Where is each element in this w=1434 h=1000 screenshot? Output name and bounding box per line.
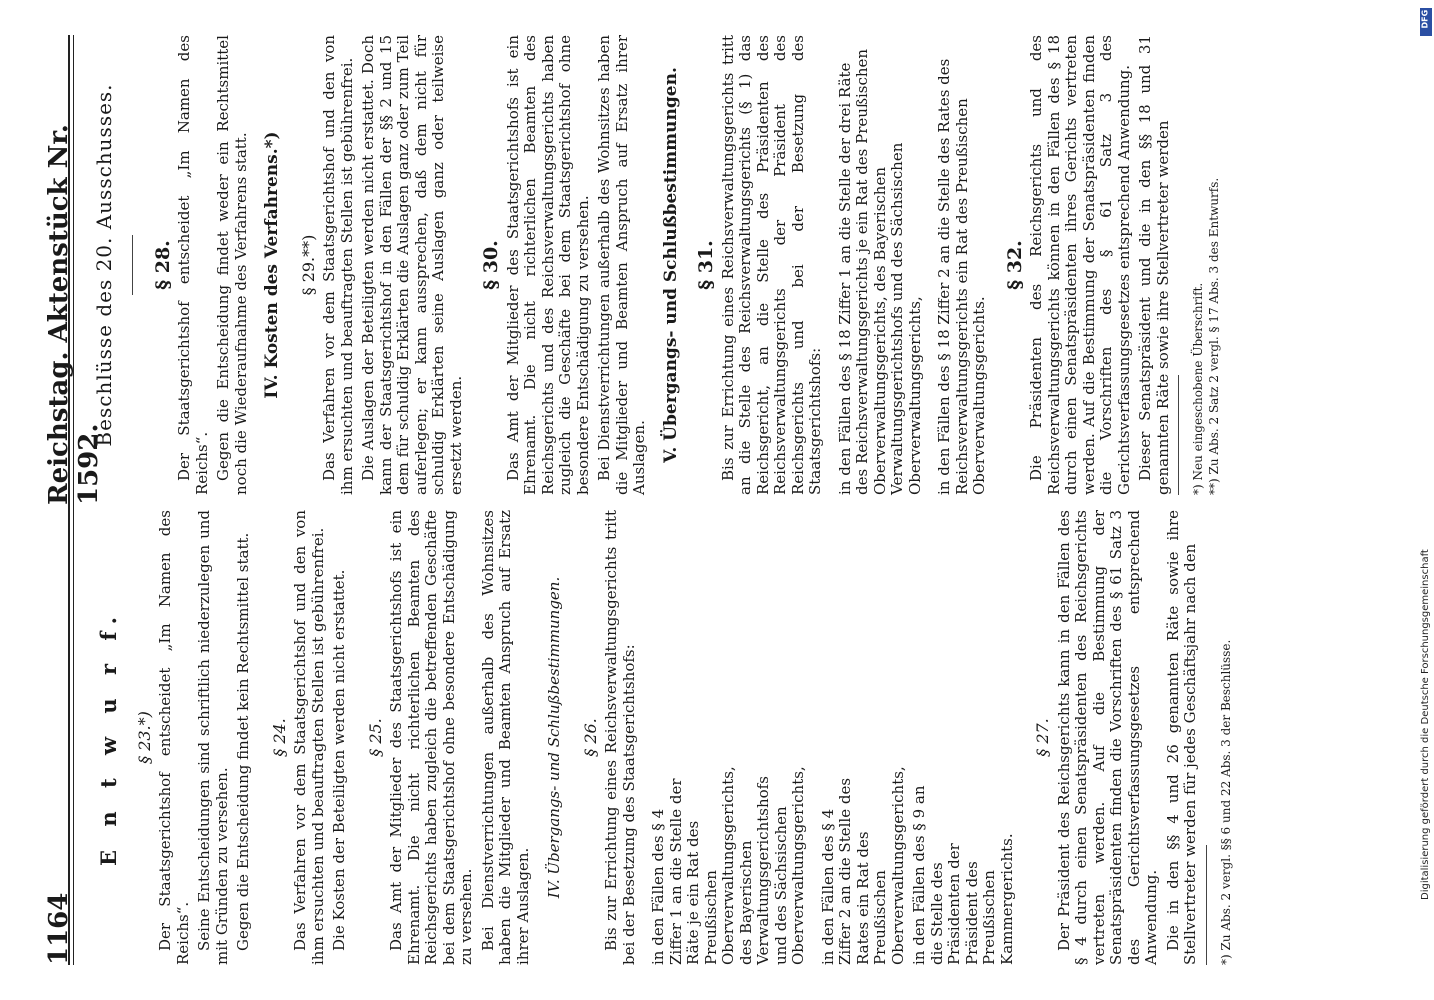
section-heading-30: § 30. <box>480 240 502 290</box>
section-heading-27: § 27. <box>1033 718 1052 757</box>
list-item: in den Fällen des § 18 Ziffer 2 an die Stelle des Rates des Reichsverwaltungsgerichts ein Rat des Preußischen Oberverwaltungsgerichts. <box>935 58 988 495</box>
digitization-sidebar <box>1418 0 1434 1000</box>
footnotes <box>1191 35 1221 495</box>
paragraph: Das Verfahren vor dem Staatsgerichtshof und den von ihm ersuchten und beauftragten Stellen ist gebührenfrei. <box>320 35 356 495</box>
list-item: in den Fällen des § 18 Ziffer 1 an die Stelle der drei Räte des Reichsverwaltungsgerichts je ein Rat des Preußischen Oberverwaltungsgerichts, des Bayerischen Verwaltungsgerichtshofs und des Sächsischen Oberverwaltungsgerichts, <box>835 48 924 495</box>
footnote-rule <box>1206 845 1207 965</box>
column-title-beschluesse: Beschlüsse des 20. Ausschusses. <box>92 83 116 447</box>
paragraph: Gegen die Entscheidung findet weder ein Rechtsmittel noch die Wiederaufnahme des Verfahrens statt. <box>214 35 250 495</box>
divider <box>132 235 133 295</box>
paragraph: Das Verfahren vor dem Staatsgerichtshof und den von ihm ersuchten und beauftragten Stellen ist gebührenfrei. <box>291 510 327 965</box>
page-header-title: Reichstag. Aktenstück Nr. 1592. <box>44 124 104 505</box>
paragraph: Der Präsident des Reichsgerichts kann in den Fällen des § 4 durch einen Senatspräsidenten des Reichsgerichts vertreten werden. Auf die Bestimmung der Senatspräsidenten finden die Vorschriften des § 61 Satz 3 des Gerichtsverfassungsgesetzes entsprechend Anwendung. <box>1054 510 1160 965</box>
section-heading-28: § 28. <box>151 240 174 290</box>
section-heading-32: § 32. <box>1003 240 1026 290</box>
column-entwurf <box>82 510 1235 965</box>
paragraph: Die Auslagen der Beteiligten werden nicht erstattet. Doch kann der Staatsgerichtshof in den Fällen der §§ 2 und 15 dem für schuldig Erklärten die Auslagen ganz oder zum Teil auferlegen; er kann aussprechen, daß dem nicht für schuldig Erklärten seine Auslagen ganz oder teilweise ersetzt werden. <box>359 35 465 495</box>
chapter-heading: IV. Übergangs- und Schlußbestimmungen. <box>545 576 563 899</box>
chapter-heading: IV. Kosten des Verfahrens.*) <box>262 131 282 399</box>
section-heading-25: § 25. <box>365 718 385 757</box>
paragraph: Bis zur Errichtung eines Reichsverwaltungsgerichts tritt an die Stelle des Reichsverwaltungsgerichts (§ 1) das Reichsgericht, an die Stelle des Präsidenten des Reichsverwaltungsgerichts der Präsident des Reichsgerichts und bei der Besetzung des Staatsgerichtshofs: <box>718 35 824 495</box>
paragraph: Gegen die Entscheidung findet kein Rechtsmittel statt. <box>234 532 252 951</box>
paragraph: Bei Dienstverrichtungen außerhalb des Wohnsitzes haben die Mitglieder und Beamten Anspruch auf Ersatz ihrer Auslagen. <box>478 510 532 965</box>
chapter-heading: V. Übergangs- und Schlußbestimmungen. <box>660 67 681 463</box>
footnote-rule <box>1178 375 1179 495</box>
paragraph: Die Kosten der Beteiligten werden nicht erstattet. <box>330 569 348 951</box>
paragraph: Bis zur Errichtung eines Reichsverwaltungsgerichts tritt bei der Besetzung des Staatsgerichtshofs: <box>602 510 638 965</box>
footnote: *) Neu eingeschobene Überschrift. <box>1191 282 1205 495</box>
paragraph: Der Staatsgerichtshof entscheidet „Im Namen des Reichs“. <box>175 35 211 495</box>
list-item: in den Fällen des § 4 Ziffer 2 an die Stelle des Rates ein Rat des Preußischen Oberverwaltungsgerichts, <box>818 766 907 965</box>
section-heading-26: § 26. <box>580 718 600 757</box>
dfg-logo: DFG <box>1420 8 1432 36</box>
list-item: in den Fällen des § 4 Ziffer 1 an die Stelle der Räte je ein Rat des Preußischen Oberverwaltungsgerichts, des Bayerischen Verwaltungsgerichtshofs und des Sächsischen Oberverwaltungsgerichts, <box>649 766 807 965</box>
column-title-entwurf: E n t w u r f. <box>96 609 121 866</box>
section-heading-23: § 23.*) <box>134 711 154 764</box>
list-item: in den Fällen des § 9 an die Stelle des Präsidenten der Präsident des Preußischen Kammergerichts. <box>910 785 1016 965</box>
digitization-credit: Digitalisierung gefördert durch die Deutsche Forschungsgemeinschaft <box>1420 549 1431 900</box>
column-beschluesse <box>82 35 1223 495</box>
paragraph: Bei Dienstverrichtungen außerhalb des Wohnsitzes haben die Mitglieder und Beamten Anspruch auf Ersatz ihrer Auslagen. <box>595 35 648 495</box>
footnotes <box>1219 510 1233 965</box>
paragraph: Die Präsidenten des Reichsgerichts und des Reichsverwaltungsgerichts können in den Fällen des § 18 durch einen Senatspräsidenten ihres Gerichts vertreten werden. Auf die Bestimmung der Senatspräsidenten finden die Vorschriften des § 61 Satz 3 des Gerichtsverfassungsgesetzes entsprechend Anwendung. <box>1027 35 1133 495</box>
paragraph: Das Amt der Mitglieder des Staatsgerichtshofs ist ein Ehrenamt. Die nicht richterlichen Beamten des Reichsgerichts und des Reichsverwaltungsgerichts haben zugleich die Geschäfte bei dem Staatsgerichtshof ohne besondere Entschädigung zu versehen. <box>503 35 592 495</box>
page-number: 1164 <box>44 892 74 965</box>
section-heading-24: § 24. <box>269 718 289 757</box>
header-rule <box>68 35 74 965</box>
paragraph: Das Amt der Mitglieder des Staatsgerichtshofs ist ein Ehrenamt. Die nicht richterlichen Beamten des Reichsgerichts haben zugleich die betreffenden Geschäfte bei dem Staatsgerichtshof ohne besondere Entschädigung zu versehen. <box>387 510 475 965</box>
footnote: *) Zu Abs. 2 vergl. §§ 6 und 22 Abs. 3 der Beschlüsse. <box>1218 639 1233 965</box>
paragraph: Seine Entscheidungen sind schriftlich niederzulegen und mit Gründen zu versehen. <box>195 510 231 965</box>
paragraph: Die in den §§ 4 und 26 genannten Räte sowie ihre Stellvertreter werden für jedes Geschäftsjahr nach den <box>1163 510 1199 965</box>
paragraph: Der Staatsgerichtshof entscheidet „Im Namen des Reichs“. <box>156 510 192 965</box>
section-heading-31: § 31. <box>695 240 717 290</box>
section-heading-29: § 29.**) <box>298 234 318 296</box>
paragraph: Dieser Senatspräsident und die in den §§ 18 und 31 genannten Räte sowie ihre Stellvertreter werden <box>1136 35 1172 495</box>
footnote: **) Zu Abs. 2 Satz 2 vergl. § 17 Abs. 3 des Entwurfs. <box>1207 177 1221 495</box>
